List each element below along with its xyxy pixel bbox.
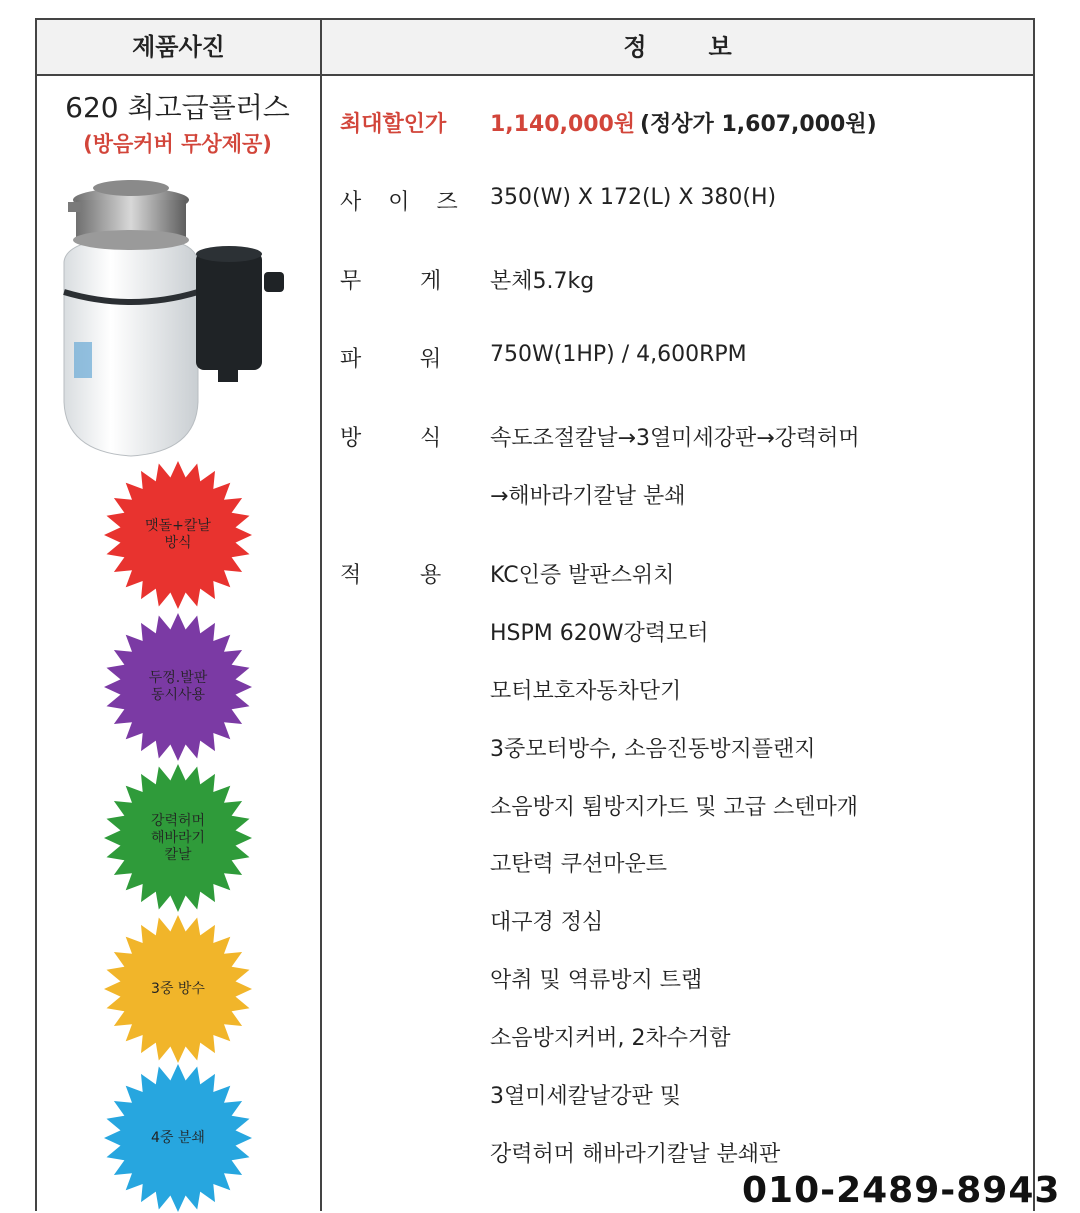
header-info: 정보 (623, 33, 794, 61)
apply-line: KC인증 발판스위치 (490, 563, 675, 588)
apply-line: 악취 및 역류방지 트랩 (490, 968, 703, 993)
weight-value: 본체5.7kg (490, 269, 595, 294)
method-label-a: 방 (340, 426, 362, 451)
method-line: →해바라기칼날 분쇄 (490, 484, 686, 509)
badge-quad-grind (103, 1063, 253, 1213)
badge-dual-use (103, 612, 253, 762)
apply-line: 대구경 정심 (490, 910, 604, 935)
method-line: 속도조절칼날→3열미세강판→강력허머 (490, 426, 860, 451)
apply-line: 소음방지 툄방지가드 및 고급 스텐마개 (490, 795, 859, 820)
price-label: 최대할인가 (340, 112, 447, 137)
badge-label: 4중 분쇄 (151, 1129, 205, 1146)
size-value: 350(W) X 172(L) X 380(H) (490, 185, 777, 210)
badge-label: 3중 방수 (151, 980, 205, 997)
badge-label: 두껑.발판 동시사용 (148, 670, 208, 703)
apply-line: 3중모터방수, 소음진동방지플랜지 (490, 737, 816, 762)
power-label-b: 워 (420, 347, 442, 372)
product-name: 620 최고급플러스 (65, 91, 290, 124)
product-photo (56, 172, 296, 462)
apply-line: 3열미세칼날강판 및 (490, 1084, 682, 1109)
header-photo: 제품사진 (132, 33, 225, 61)
apply-line: 소음방지커버, 2차수거함 (490, 1026, 731, 1051)
column-divider (320, 20, 322, 1211)
apply-label-a: 적 (340, 563, 362, 588)
power-label-a: 파 (340, 347, 362, 372)
badge-hammer-blade (103, 763, 253, 913)
apply-label-b: 용 (420, 563, 442, 588)
apply-line: 강력허머 해바라기칼날 분쇄판 (490, 1142, 781, 1167)
badge-grinder-method (103, 460, 253, 610)
normal-price: (정상가 1,607,000원) (640, 112, 877, 137)
badge-label: 강력허머 해바라기 칼날 (150, 812, 206, 863)
product-subtitle: (방음커버 무상제공) (83, 132, 272, 156)
badge-waterproof (103, 914, 253, 1064)
size-label: 사 이 즈 (340, 190, 468, 215)
power-value: 750W(1HP) / 4,600RPM (490, 342, 747, 367)
price-value: 1,140,000원 (490, 112, 636, 137)
weight-label-b: 게 (420, 269, 442, 294)
table-header (37, 20, 1033, 76)
badge-label: 맷돌+칼날 방식 (145, 518, 211, 551)
weight-label-a: 무 (340, 269, 362, 294)
phone-number[interactable]: 010-2489-8943 (742, 1170, 1061, 1211)
apply-line: 모터보호자동차단기 (490, 679, 682, 704)
method-label-b: 식 (420, 426, 442, 451)
apply-line: 고탄력 쿠션마운트 (490, 852, 668, 877)
apply-line: HSPM 620W강력모터 (490, 621, 709, 646)
